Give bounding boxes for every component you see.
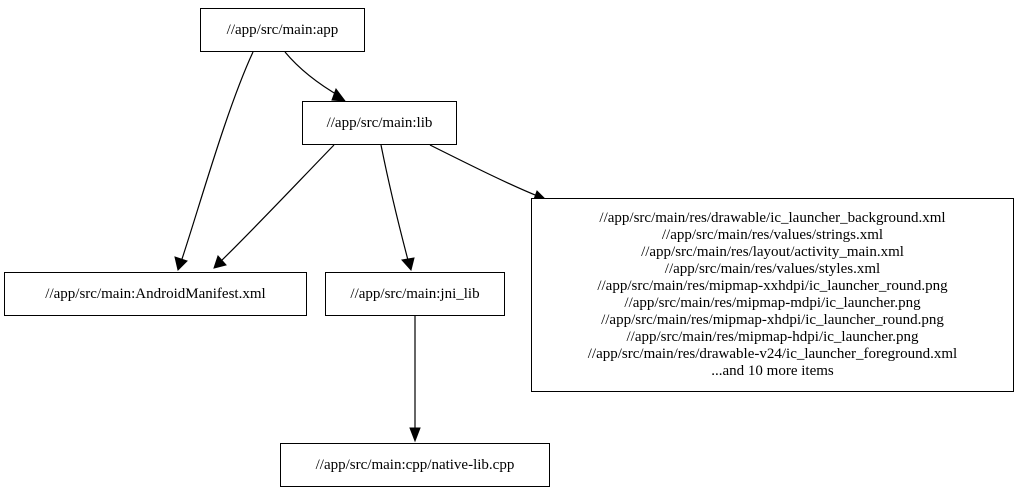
node-resources-line-2: //app/src/main/res/layout/activity_main.xml	[641, 244, 904, 260]
node-resources-line-4: //app/src/main/res/mipmap-xxhdpi/ic_launcher_round.png	[597, 278, 948, 294]
node-native-lib-cpp[interactable]	[280, 443, 550, 487]
node-resources-more-items: ...and 10 more items	[711, 363, 834, 379]
node-resources-line-1: //app/src/main/res/values/strings.xml	[661, 227, 884, 243]
node-lib-line-0: //app/src/main:lib	[326, 114, 433, 131]
node-resources-line-6: //app/src/main/res/mipmap-xhdpi/ic_launcher_round.png	[601, 312, 944, 328]
node-resources-line-7: //app/src/main/res/mipmap-hdpi/ic_launcher.png	[626, 329, 919, 345]
node-resources-line-8: //app/src/main/res/drawable-v24/ic_launcher_foreground.xml	[587, 346, 958, 362]
node-resources-line-0: //app/src/main/res/drawable/ic_launcher_background.xml	[599, 210, 946, 226]
edge-app-to-manifest	[175, 52, 253, 270]
edge-jni-lib-to-native-lib	[410, 316, 420, 441]
node-android-manifest[interactable]	[4, 272, 307, 316]
node-lib[interactable]	[302, 101, 457, 145]
node-app[interactable]	[200, 8, 365, 52]
edge-lib-to-resources	[430, 145, 545, 202]
edge-lib-to-jni-lib	[381, 145, 414, 270]
edge-lib-to-manifest	[214, 145, 334, 268]
edge-app-to-lib	[285, 52, 345, 101]
node-app-line-0: //app/src/main:app	[226, 21, 339, 38]
node-resources[interactable]	[531, 198, 1014, 392]
node-resources-line-3: //app/src/main/res/values/styles.xml	[664, 261, 881, 277]
node-native-lib-cpp-line-0: //app/src/main:cpp/native-lib.cpp	[315, 456, 515, 473]
node-jni-lib[interactable]	[325, 272, 505, 316]
node-resources-line-5: //app/src/main/res/mipmap-mdpi/ic_launcher.png	[624, 295, 921, 311]
node-android-manifest-line-0: //app/src/main:AndroidManifest.xml	[45, 285, 266, 302]
node-jni-lib-line-0: //app/src/main:jni_lib	[350, 285, 480, 302]
